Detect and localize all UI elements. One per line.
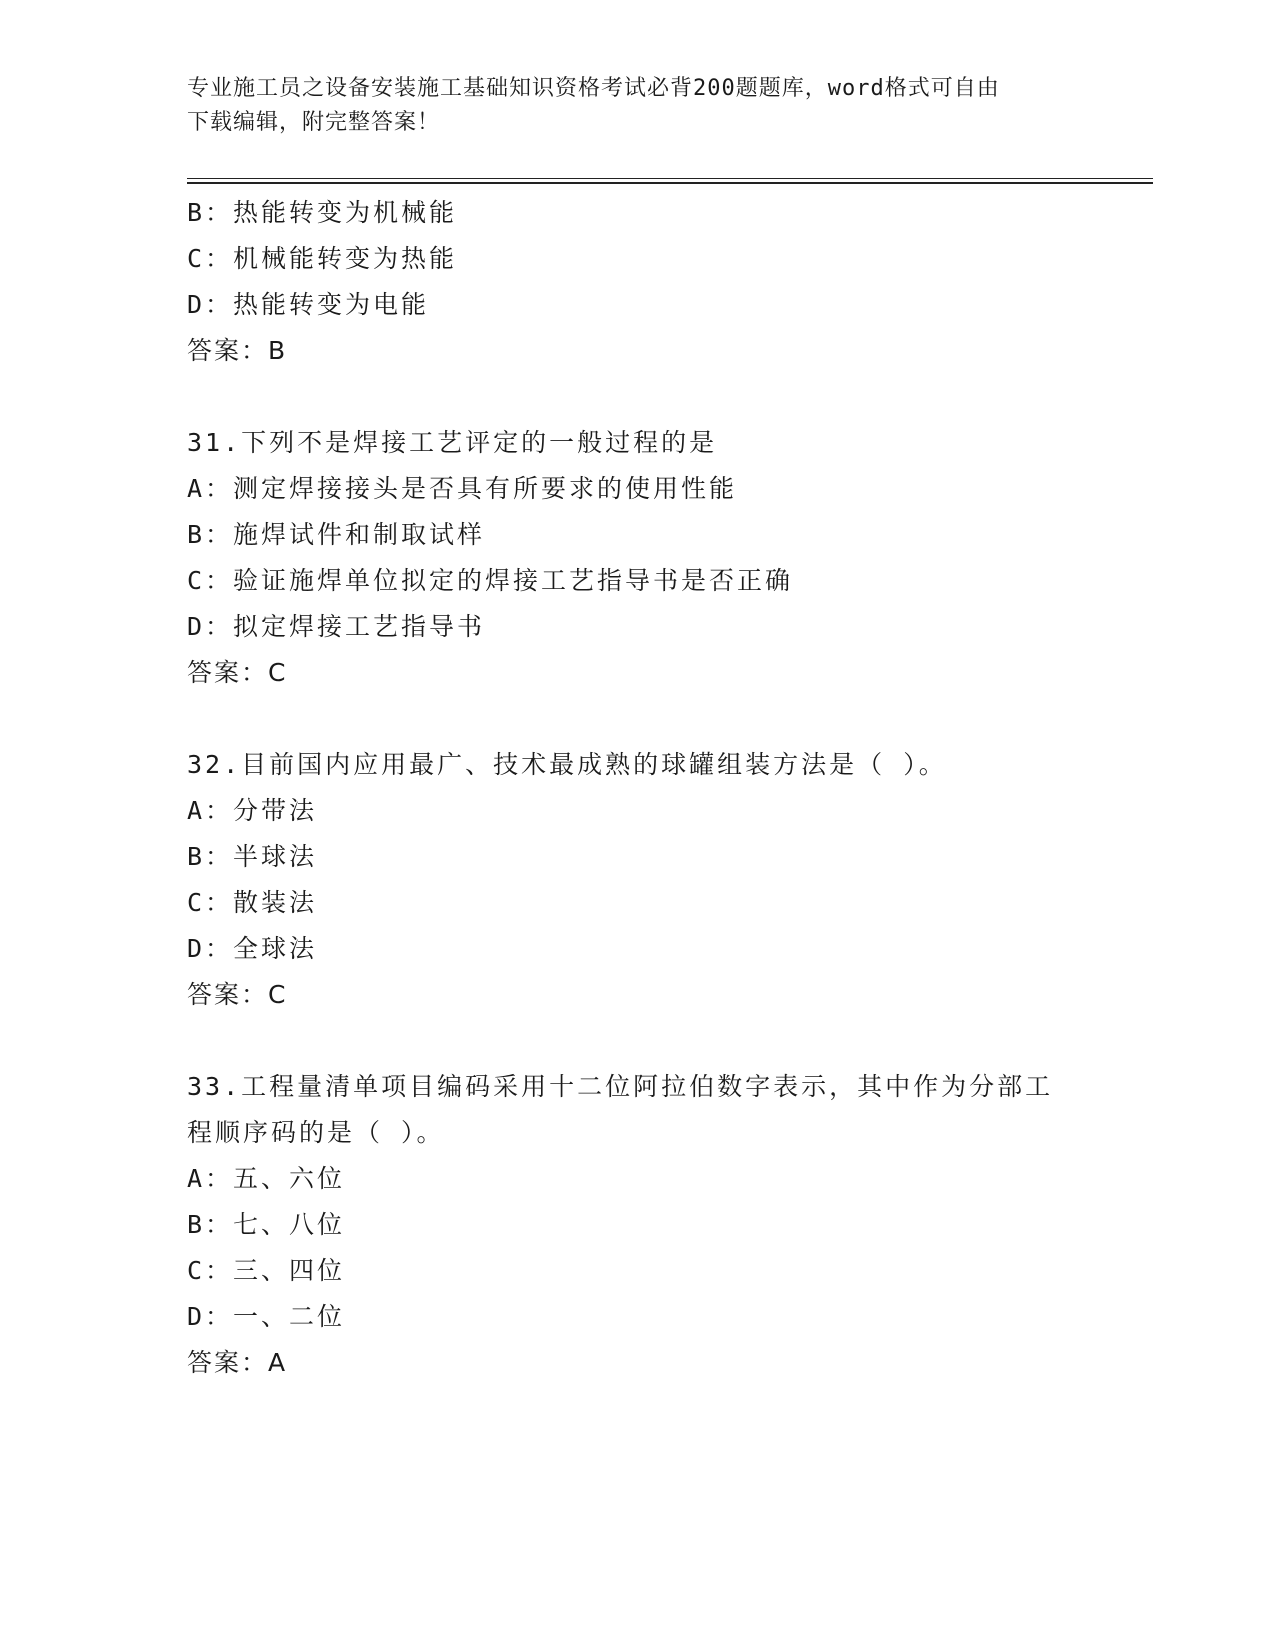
question-list bbox=[187, 190, 1107, 1386]
option-a: A：分带法 bbox=[187, 796, 318, 825]
option-b: B：热能转变为机械能 bbox=[187, 198, 458, 227]
option-b: B：七、八位 bbox=[187, 1210, 346, 1239]
option-a: A：五、六位 bbox=[187, 1164, 346, 1193]
question-stem: 32.目前国内应用最广、技术最成熟的球罐组装方法是（ ）。 bbox=[187, 750, 947, 779]
spacer bbox=[187, 1018, 1107, 1064]
question-block-31 bbox=[187, 420, 1107, 696]
question-block-32 bbox=[187, 742, 1107, 1018]
option-c: C：机械能转变为热能 bbox=[187, 244, 458, 273]
header-divider-thick bbox=[187, 182, 1153, 184]
answer-line: 答案：A bbox=[187, 1348, 288, 1377]
spacer bbox=[187, 696, 1107, 742]
option-c: C：散装法 bbox=[187, 888, 318, 917]
document-header bbox=[187, 72, 1087, 140]
question-stem: 31.下列不是焊接工艺评定的一般过程的是 bbox=[187, 428, 718, 457]
question-stem-line-2: 程顺序码的是（ ）。 bbox=[187, 1118, 445, 1147]
question-block-30 bbox=[187, 190, 1107, 374]
option-b: B：半球法 bbox=[187, 842, 318, 871]
question-stem-line-1: 33.工程量清单项目编码采用十二位阿拉伯数字表示，其中作为分部工 bbox=[187, 1072, 1054, 1101]
answer-line: 答案：C bbox=[187, 658, 288, 687]
option-a: A：测定焊接接头是否具有所要求的使用性能 bbox=[187, 474, 738, 503]
option-d: D：一、二位 bbox=[187, 1302, 346, 1331]
option-d: D：拟定焊接工艺指导书 bbox=[187, 612, 486, 641]
option-d: D：热能转变为电能 bbox=[187, 290, 430, 319]
answer-line: 答案：B bbox=[187, 336, 288, 365]
spacer bbox=[187, 374, 1107, 420]
question-block-33 bbox=[187, 1064, 1107, 1386]
answer-line: 答案：C bbox=[187, 980, 288, 1009]
option-c: C：三、四位 bbox=[187, 1256, 346, 1285]
option-d: D：全球法 bbox=[187, 934, 318, 963]
option-c: C：验证施焊单位拟定的焊接工艺指导书是否正确 bbox=[187, 566, 794, 595]
header-line-2: 下载编辑，附完整答案！ bbox=[187, 110, 441, 135]
header-line-1: 专业施工员之设备安装施工基础知识资格考试必背200题题库，word格式可自由 bbox=[187, 76, 1000, 101]
header-divider-thin bbox=[187, 178, 1153, 179]
option-b: B：施焊试件和制取试样 bbox=[187, 520, 486, 549]
